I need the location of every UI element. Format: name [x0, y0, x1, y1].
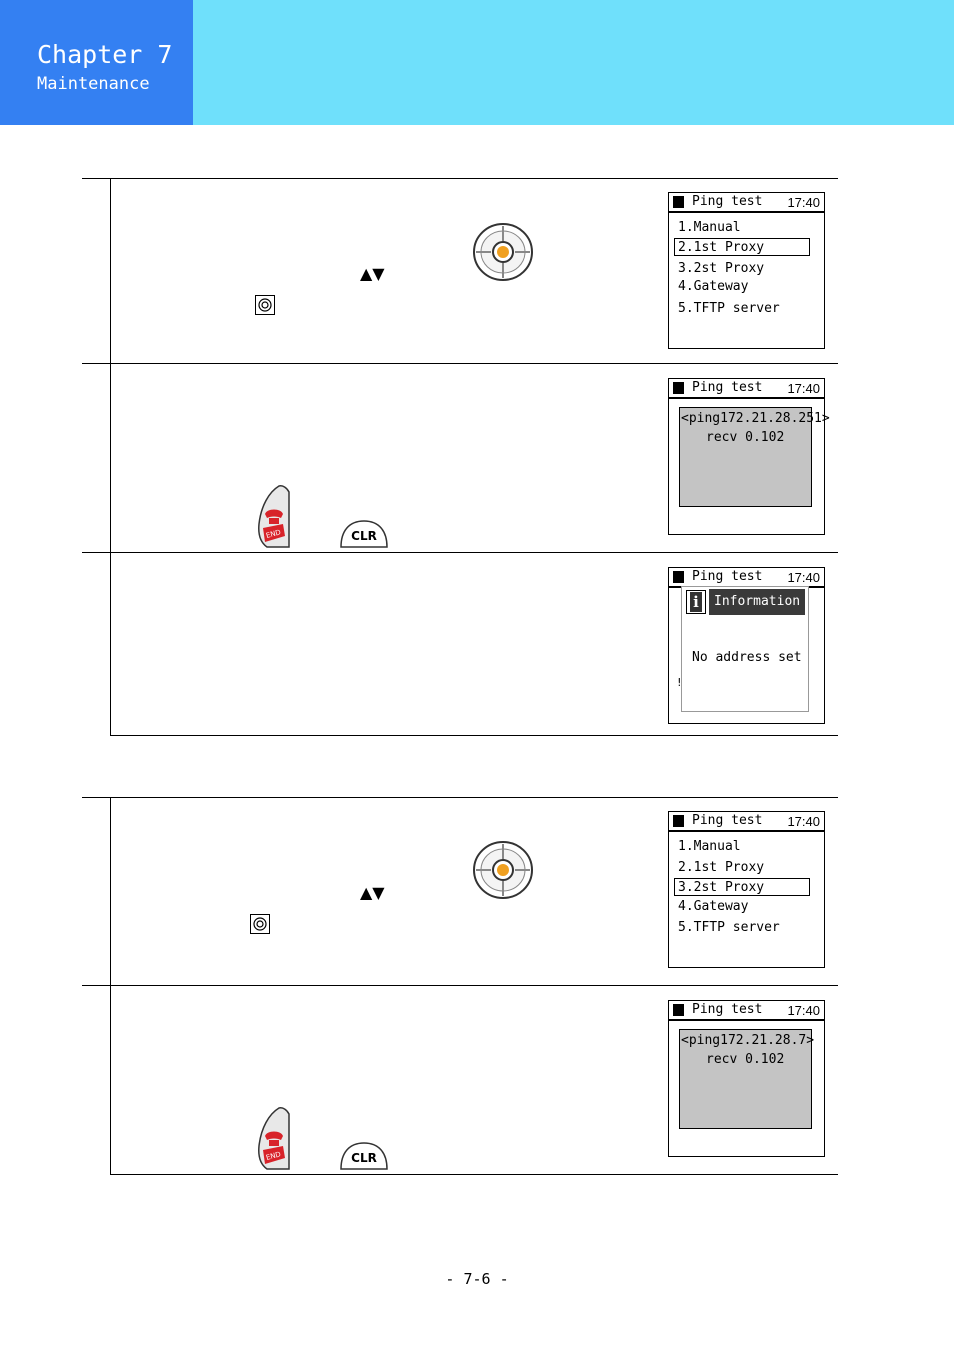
up-down-arrows-icon: ▲▼: [360, 883, 385, 902]
svg-text:END: END: [265, 528, 282, 540]
chapter-box: [0, 0, 193, 125]
page-number: - 7-6 -: [445, 1270, 509, 1288]
information-dialog: [681, 586, 809, 712]
dialog-message: No address set: [692, 650, 802, 665]
ping-output-box: [679, 407, 830, 507]
menu-item-2st-proxy[interactable]: 3.2st Proxy: [678, 261, 765, 276]
svg-text:CLR: CLR: [351, 529, 377, 543]
phone-screen-menu: [668, 192, 825, 349]
menu-item-manual[interactable]: 1.Manual: [678, 839, 741, 854]
screen-title: Ping test: [692, 380, 763, 395]
table2-bottom-border: [110, 1174, 838, 1175]
ok-key-icon: [250, 914, 270, 934]
screen-title-bar: [669, 568, 824, 588]
screen-title-bar: [669, 1001, 824, 1021]
screen-title: Ping test: [692, 194, 763, 209]
table1-column-divider: [110, 178, 111, 736]
signal-square-icon: [673, 1004, 684, 1016]
screen-title-bar: [669, 812, 824, 832]
menu-item-manual[interactable]: 1.Manual: [678, 220, 741, 235]
screen-title-bar: [669, 193, 824, 213]
signal-square-icon: [673, 382, 684, 394]
signal-square-icon: [673, 815, 684, 827]
table2-row-divider: [82, 985, 838, 986]
table1-row-divider: [82, 552, 838, 553]
ping-output-box: [679, 1029, 815, 1129]
table1-row-divider: [82, 363, 838, 364]
end-key-icon: [257, 1106, 291, 1170]
screen-title: Ping test: [692, 813, 763, 828]
signal-square-icon: [673, 571, 684, 583]
screen-time: 17:40: [787, 1003, 820, 1018]
table1-top-border: [82, 178, 838, 179]
menu-item-1st-proxy[interactable]: 2.1st Proxy: [678, 860, 765, 875]
phone-screen-info: [668, 567, 825, 724]
up-down-arrows-icon: ▲▼: [360, 264, 385, 283]
table2-top-border: [82, 797, 838, 798]
nav-key-icon: [471, 221, 535, 283]
screen-time: 17:40: [787, 570, 820, 585]
phone-screen-menu: [668, 811, 825, 968]
screen-title: Ping test: [692, 569, 763, 584]
menu-item-tftp-server[interactable]: 5.TFTP server: [678, 920, 780, 935]
signal-square-icon: [673, 196, 684, 208]
screen-time: 17:40: [787, 195, 820, 210]
ping-recv-line: recv 0.102: [706, 430, 785, 445]
info-icon: i: [686, 590, 706, 614]
dialog-title: Information: [709, 589, 805, 615]
ping-recv-line: recv 0.102: [706, 1052, 785, 1067]
screen-title-bar: [669, 379, 824, 399]
phone-screen-ping-result: [668, 378, 830, 535]
chapter-subtitle: Maintenance: [37, 74, 150, 94]
phone-screen-ping-result: [668, 1000, 825, 1157]
screen-time: 17:40: [787, 381, 820, 396]
clr-key-icon: [339, 519, 389, 549]
menu-item-gateway[interactable]: 4.Gateway: [678, 899, 749, 914]
nav-key-icon: [471, 839, 535, 901]
svg-text:CLR: CLR: [351, 1151, 377, 1165]
ping-target-line: <ping172.21.28.251>: [681, 411, 830, 426]
screen-time: 17:40: [787, 814, 820, 829]
table1-bottom-border: [110, 735, 838, 736]
menu-item-gateway[interactable]: 4.Gateway: [678, 279, 749, 294]
stray-mark: !: [676, 676, 683, 689]
menu-item-tftp-server[interactable]: 5.TFTP server: [678, 301, 780, 316]
end-key-icon: [257, 484, 291, 548]
menu-item-2st-proxy[interactable]: 3.2st Proxy: [678, 880, 765, 895]
menu-item-1st-proxy[interactable]: 2.1st Proxy: [678, 240, 765, 255]
svg-text:END: END: [265, 1150, 282, 1162]
chapter-title: Chapter 7: [37, 40, 173, 69]
clr-key-icon: [339, 1141, 389, 1171]
ok-key-icon: [255, 295, 275, 315]
table2-column-divider: [110, 797, 111, 1175]
screen-title: Ping test: [692, 1002, 763, 1017]
ping-target-line: <ping172.21.28.7>: [681, 1033, 815, 1048]
